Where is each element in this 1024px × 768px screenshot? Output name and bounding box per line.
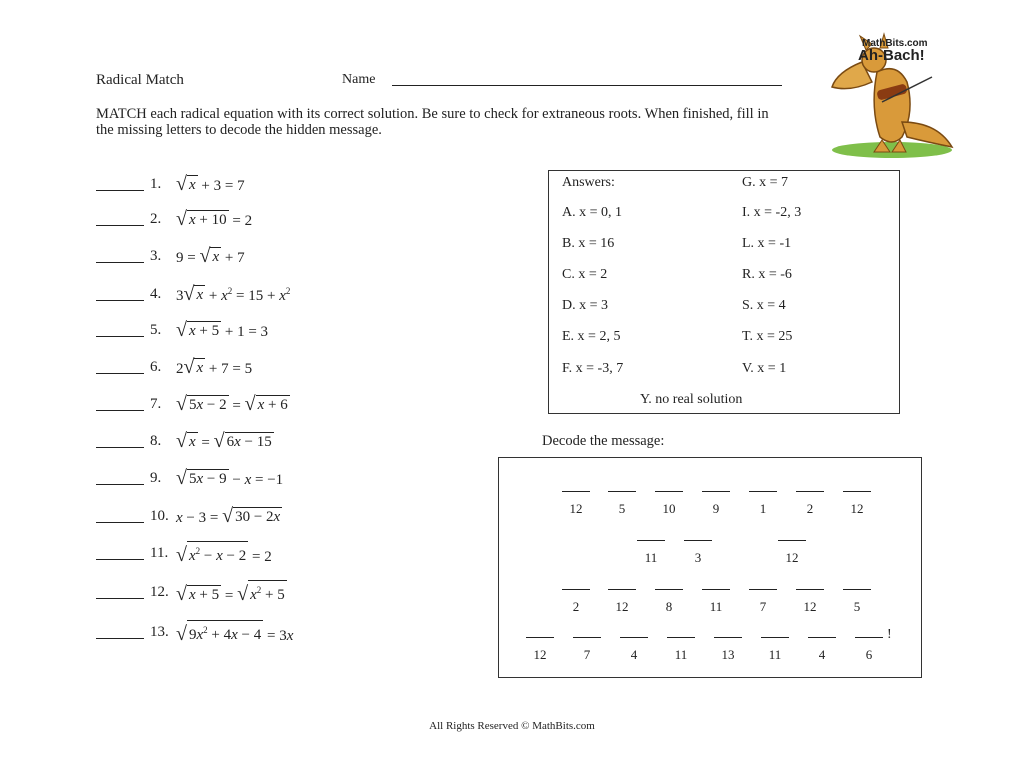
problem-8: 8. √ x = √ 6x − 15 — [96, 429, 274, 453]
answer-option: I. x = -2, 3 — [742, 205, 802, 220]
answer-blank[interactable] — [96, 324, 144, 337]
decode-slot[interactable]: 6 — [855, 637, 883, 663]
decode-slot[interactable]: 11 — [702, 589, 730, 615]
problem-10: 10. x − 3 = √ 30 − 2x — [96, 504, 282, 528]
worksheet-title: Radical Match — [96, 72, 184, 88]
exclamation-mark: ! — [887, 627, 892, 642]
answer-blank[interactable] — [96, 435, 144, 448]
decode-slot[interactable]: 4 — [808, 637, 836, 663]
decode-slot[interactable]: 4 — [620, 637, 648, 663]
answer-option: L. x = -1 — [742, 236, 792, 251]
answer-blank[interactable] — [96, 178, 144, 191]
answer-blank[interactable] — [96, 361, 144, 374]
decode-slot[interactable]: 8 — [655, 589, 683, 615]
answer-option: E. x = 2, 5 — [562, 329, 621, 344]
decode-slot[interactable]: 9 — [702, 491, 730, 517]
answer-option: F. x = -3, 7 — [562, 361, 624, 376]
answer-blank[interactable] — [96, 547, 144, 560]
answer-option: D. x = 3 — [562, 298, 609, 313]
answer-blank[interactable] — [96, 510, 144, 523]
answer-blank[interactable] — [96, 213, 144, 226]
answer-option: Y. no real solution — [640, 392, 743, 407]
problem-11: 11. √ $x^2 - x - 2$ = 2 — [96, 541, 272, 565]
answer-blank[interactable] — [96, 586, 144, 599]
decode-slot[interactable]: 11 — [667, 637, 695, 663]
decode-slot[interactable]: 7 — [749, 589, 777, 615]
decode-slot[interactable]: 2 — [796, 491, 824, 517]
answer-option: V. x = 1 — [742, 361, 787, 376]
answers-heading: Answers: — [562, 175, 615, 190]
decode-slot[interactable]: 12 — [526, 637, 554, 663]
problem-9: 9. √ 5x − 9 − x = −1 — [96, 466, 283, 490]
problem-4: 4. 3 √ x + $x^2 = 15 + x^2$ — [96, 282, 290, 306]
problem-1: 1. √ x + 3 = 7 — [96, 172, 245, 196]
name-label: Name — [342, 72, 376, 87]
name-line[interactable] — [392, 84, 782, 86]
problem-5: 5. √ x + 5 + 1 = 3 — [96, 318, 268, 342]
logo-site-text: MathBits.com — [862, 38, 928, 49]
answer-option: C. x = 2 — [562, 267, 608, 282]
decode-slot[interactable]: 10 — [655, 491, 683, 517]
answer-blank[interactable] — [96, 398, 144, 411]
answer-option: S. x = 4 — [742, 298, 786, 313]
problem-7: 7. √ 5x − 2 = √ x + 6 — [96, 392, 290, 416]
answer-option: G. x = 7 — [742, 175, 789, 190]
decode-slot[interactable]: 12 — [562, 491, 590, 517]
decode-slot[interactable]: 5 — [608, 491, 636, 517]
answer-blank[interactable] — [96, 472, 144, 485]
problem-3: 3. 9 = √ x + 7 — [96, 244, 245, 268]
decode-slot[interactable]: 12 — [843, 491, 871, 517]
decode-label: Decode the message: — [542, 433, 665, 449]
decode-slot[interactable]: 11 — [637, 540, 665, 566]
answer-blank[interactable] — [96, 250, 144, 263]
answer-option: T. x = 25 — [742, 329, 793, 344]
decode-slot[interactable]: 3 — [684, 540, 712, 566]
decode-slot[interactable]: 12 — [796, 589, 824, 615]
problem-2: 2. √ x + 10 = 2 — [96, 207, 252, 231]
decode-slot[interactable]: 2 — [562, 589, 590, 615]
decode-slot[interactable]: 1 — [749, 491, 777, 517]
answer-option: B. x = 16 — [562, 236, 615, 251]
answer-blank[interactable] — [96, 626, 144, 639]
decode-slot[interactable]: 12 — [608, 589, 636, 615]
decode-slot[interactable]: 11 — [761, 637, 789, 663]
decode-slot[interactable]: 5 — [843, 589, 871, 615]
decode-slot[interactable]: 13 — [714, 637, 742, 663]
decode-slot[interactable]: 7 — [573, 637, 601, 663]
problem-13: 13. √ $9x^2 + 4x - 4$ = 3x — [96, 620, 293, 644]
answer-option: A. x = 0, 1 — [562, 205, 623, 220]
answer-option: R. x = -6 — [742, 267, 792, 282]
answer-blank[interactable] — [96, 288, 144, 301]
problem-12: 12. √ x + 5 = √ $x^2 + 5$ — [96, 580, 287, 604]
instructions: MATCH each radical equation with its correct solution. Be sure to check for extraneous roots. When finished, fill in the missing letters to decode the hidden message. — [96, 106, 769, 138]
decode-slot[interactable]: 12 — [778, 540, 806, 566]
logo-caption: Ah-Bach! — [858, 47, 925, 64]
footer-copyright: All Rights Reserved © MathBits.com — [429, 720, 595, 732]
problem-6: 6. 2 √ x + 7 = 5 — [96, 355, 252, 379]
